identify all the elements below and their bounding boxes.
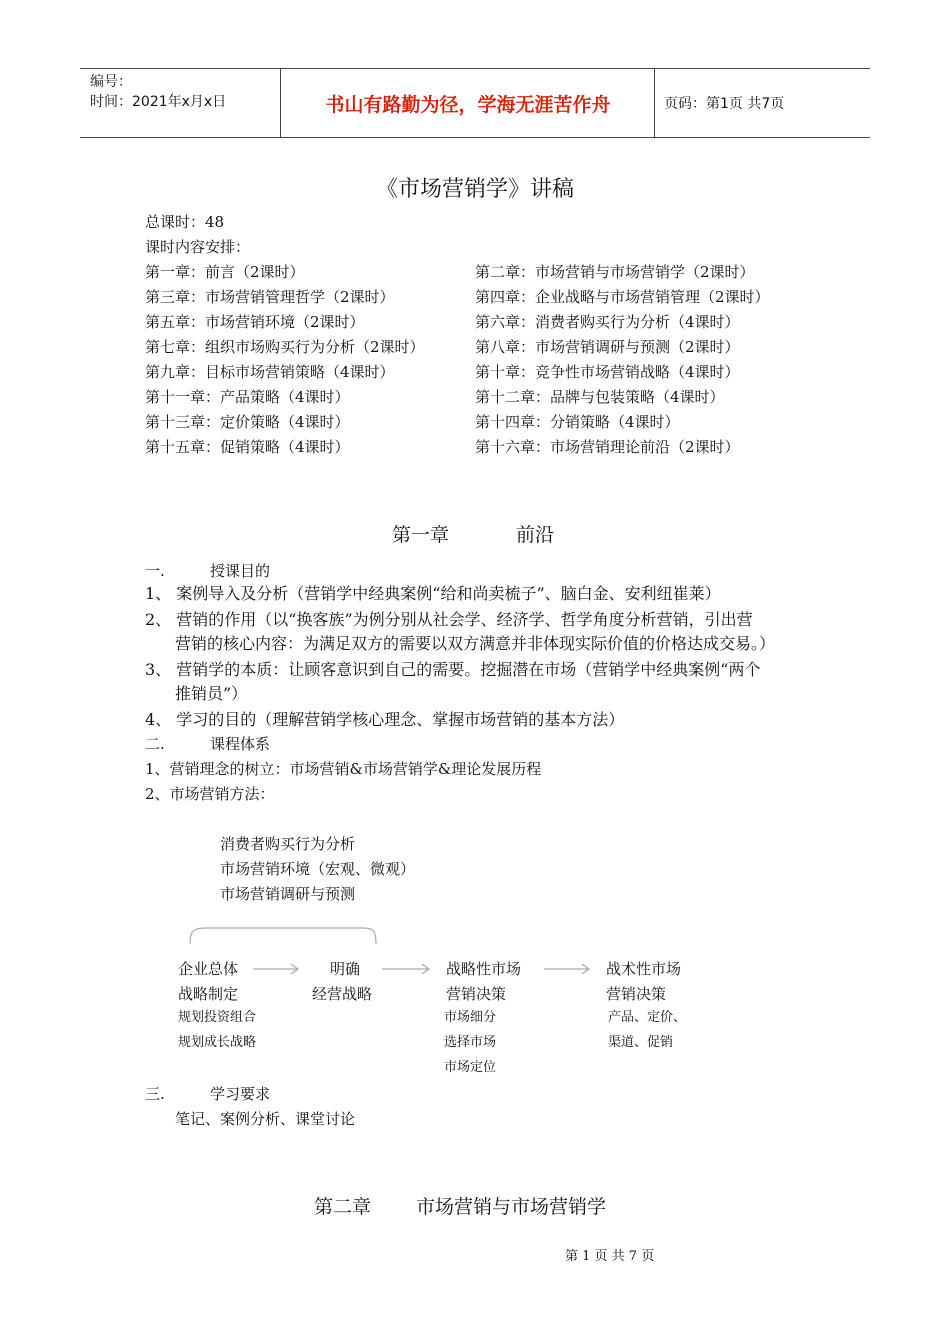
objective-item: 1、 案例导入及分析（营销学中经典案例“给和尚卖梳子”、脑白金、安利纽崔莱） (145, 584, 721, 603)
schedule-item: 第十五章：促销策略（4课时） (145, 438, 350, 456)
arrow-right-icon (544, 962, 592, 976)
study-requirements: 笔记、案例分析、课堂讨论 (175, 1110, 356, 1128)
schedule-left-column (145, 262, 425, 462)
course-system-item: 1、营销理念的树立：市场营销&市场营销学&理论发展历程 (145, 760, 542, 778)
diagram-top-item: 市场营销环境（宏观、微观） (220, 860, 416, 878)
diagram-node-label: 战略性市场 (446, 960, 522, 978)
chapter2-heading-title: 市场营销与市场营销学 (416, 1196, 607, 1218)
objective-item: 4、 学习的目的（理解营销学核心理念、掌握市场营销的基本方法） (145, 710, 625, 729)
section-title: 授课目的 (210, 562, 271, 580)
schedule-item: 第二章：市场营销与市场营销学（2课时） (475, 263, 755, 281)
course-system-item: 2、市场营销方法： (145, 785, 275, 803)
header-divider (654, 69, 655, 137)
schedule-item: 第一章：前言（2课时） (145, 263, 305, 281)
page-footer: 第 1 页 共 7 页 (565, 1249, 655, 1264)
diagram-top-item: 消费者购买行为分析 (220, 835, 356, 853)
arrow-right-icon (253, 962, 301, 976)
schedule-item: 第十一章：产品策略（4课时） (145, 388, 350, 406)
objective-item: 2、 营销的作用（以“换客族”为例分别从社会学、经济学、哲学角度分析营销，引出营 (145, 610, 753, 629)
header-page-number: 页码：第1页 共7页 (664, 96, 785, 112)
schedule-item: 第三章：市场营销管理哲学（2课时） (145, 288, 395, 306)
section-title: 学习要求 (210, 1085, 271, 1103)
schedule-label: 课时内容安排： (145, 238, 251, 256)
section-title: 课程体系 (210, 735, 271, 753)
total-hours: 总课时：48 (145, 213, 225, 231)
schedule-item: 第四章：企业战略与市场营销管理（2课时） (475, 288, 770, 306)
diagram-brace (180, 918, 390, 948)
schedule-right-column (475, 262, 770, 462)
chapter1-heading-title: 前沿 (516, 524, 555, 546)
chapter2-heading-number: 第二章 (314, 1196, 372, 1218)
page-header (80, 68, 870, 138)
diagram-node-label: 企业总体 (178, 960, 239, 978)
schedule-item: 第六章：消费者购买行为分析（4课时） (475, 313, 740, 331)
header-number: 编号： (90, 74, 132, 90)
diagram-node-label: 营销决策 (446, 985, 507, 1003)
diagram-node-label: 战略制定 (178, 985, 239, 1003)
arrow-right-icon (382, 962, 432, 976)
header-divider (280, 69, 281, 137)
header-meta (90, 72, 226, 112)
schedule-item: 第七章：组织市场购买行为分析（2课时） (145, 338, 425, 356)
diagram-node-label: 经营战略 (312, 985, 373, 1003)
document-title: 《市场营销学》讲稿 (375, 177, 574, 202)
diagram-node-sub: 规划投资组合 (178, 1010, 257, 1025)
diagram-node-label: 营销决策 (606, 985, 667, 1003)
schedule-item: 第八章：市场营销调研与预测（2课时） (475, 338, 740, 356)
schedule-item: 第十四章：分销策略（4课时） (475, 413, 680, 431)
diagram-node-label: 战术性市场 (606, 960, 682, 978)
diagram-node-sub: 市场定位 (444, 1060, 497, 1075)
schedule-item: 第十三章：定价策略（4课时） (145, 413, 350, 431)
diagram-node-sub: 选择市场 (444, 1035, 497, 1050)
diagram-node-label: 明确 (330, 960, 361, 978)
diagram-node-sub: 产品、定价、 (608, 1010, 687, 1025)
schedule-item: 第十二章：品牌与包装策略（4课时） (475, 388, 725, 406)
section-number: 二. (145, 735, 165, 753)
section-number: 一. (145, 562, 165, 580)
header-time: 时间：2021年x月x日 (90, 94, 227, 110)
schedule-item: 第五章：市场营销环境（2课时） (145, 313, 365, 331)
diagram-node-sub: 市场细分 (444, 1010, 497, 1025)
schedule-item: 第九章：目标市场营销策略（4课时） (145, 363, 395, 381)
section-number: 三. (145, 1085, 165, 1103)
chapter1-heading-number: 第一章 (392, 524, 450, 546)
diagram-node-sub: 渠道、促销 (608, 1035, 674, 1050)
schedule-item: 第十章：竞争性市场营销战略（4课时） (475, 363, 740, 381)
objective-item-continuation: 推销员”） (175, 684, 248, 703)
schedule-item: 第十六章：市场营销理论前沿（2课时） (475, 438, 740, 456)
diagram-node-sub: 规划成长战略 (178, 1035, 257, 1050)
objective-item-continuation: 营销的核心内容：为满足双方的需要以双方满意并非体现实际价值的价格达成交易。） (175, 634, 776, 653)
objective-item: 3、 营销学的本质：让顾客意识到自己的需要。挖掘潜在市场（营销学中经典案例“两个 (145, 660, 761, 679)
diagram-top-item: 市场营销调研与预测 (220, 885, 356, 903)
header-motto: 书山有路勤为径，学海无涯苦作舟 (325, 93, 611, 116)
